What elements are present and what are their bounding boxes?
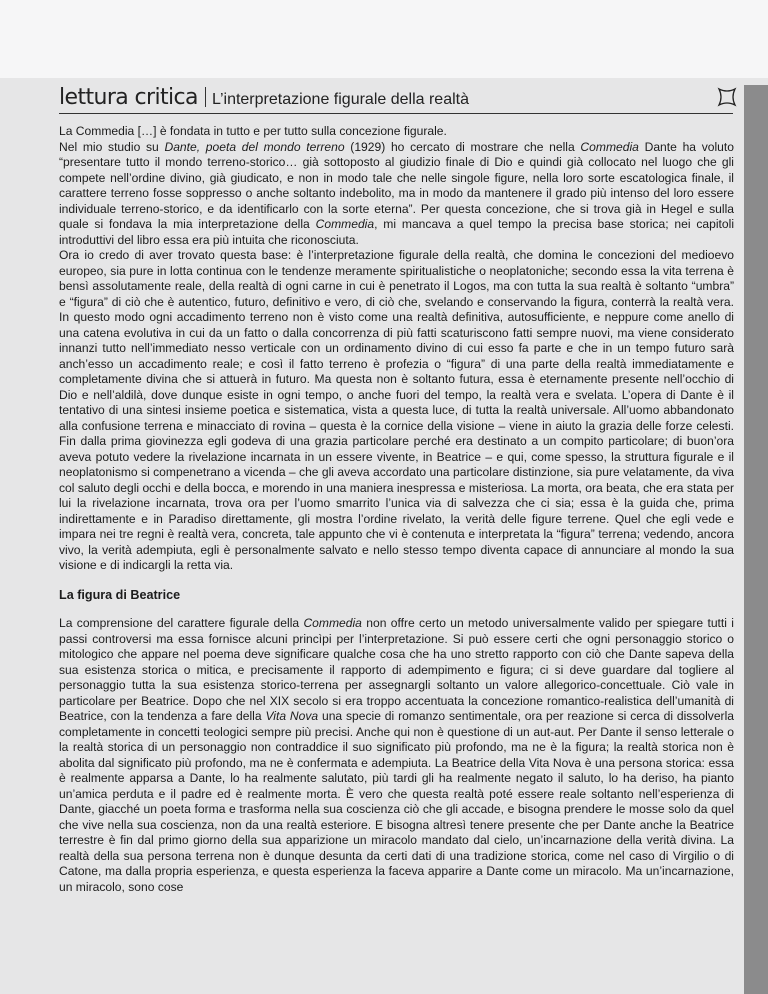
section-heading: La figura di Beatrice [59,587,181,602]
paragraph: La comprensione del carattere figurale della Commedia non offre certo un metodo universalmente valido per spiegare tutti i passi controversi ma essa fornisce alcuni princìpi per l’interpretazione. Si può essere certi che ogni personaggio storico o mitologico che appare nel poema deve significare qualche cosa che ha uno stretto rapporto con ciò che Dante sapeva della sua esistenza storica o mitica, e precisamente il rapporto di adempimento e figura; ci si deve guardare dal togliere al personaggio tutta la sua esistenza storico-terrena per assegnargli soltanto un valore allegorico-concettuale. Ciò vale in particolare per Beatrice. Dopo che nel XIX secolo si era troppo accentuata la concezione romantico-realistica dell’umanità di Beatrice, con la tendenza a fare della Vita Nova una specie di romanzo sentimentale, ora per reazione si cerca di dissolverla completamente in concetti teologici sempre più precisi. Anche qui non è questione di un aut-aut. Per Dante il senso letterale o la realtà storica di un personaggio non contraddice il suo significato più profondo, ma ne è la figura; la realtà storica non è abolita dal significato più profondo, ma ne è confermata e adempiuta. La Beatrice della Vita Nova è una persona storica: essa è realmente apparsa a Dante, lo ha realmente salutato, più tardi gli ha realmente negato il saluto, lo ha deriso, ha pianto un’amica perduta e il padre ed è realmente morta. È vero che questa realtà poté essere reale soltanto nell’esperienza di Dante, giacché un poeta forma e trasforma nella sua coscienza ciò che gli accade, e bisogna prendere le mosse solo da quel che vive nella sua coscienza, non da una realtà esteriore. E bisogna altresì tenere presente che per Dante anche la Beatrice terrestre è fin dal primo giorno della sua apparizione un miracolo mandato dal cielo, un’incarnazione della verità divina. La realtà della sua persona terrena non è dunque desunta da certi dati di una tradizione storica, come nel caso di Virgilio o di Catone, ma dalla propria esperienza, e questa esperienza la faceva apparire a Dante come un miracolo. Ma un’incarnazione, un miracolo, sono cose [59,616,734,894]
header-separator [205,87,206,107]
top-margin [0,0,768,78]
section-header [59,84,469,112]
page-title: L’interpretazione figurale della realtà [211,91,469,108]
paragraph: Ora io credo di aver trovato questa base: è l’interpretazione figurale della realtà, che domina le concezioni del medioevo europeo, sia pure in lotta continua con le tendenze meramente spiritualistiche o neoplatoniche; secondo essa la vita terrena è bensì assolutamente reale, della realtà di ogni carne in cui è penetrato il Logos, ma con tutta la sua realtà è soltanto “umbra” e “figura” di ciò che è autentico, futuro, definitivo e vero, di ciò che, svelando e conservando la figura, conterrà la realtà vera. In questo modo ogni accadimento terreno non è visto come una realtà definitiva, autosufficiente, e neppure come anello di una catena evolutiva in cui da un fatto o dalla concorrenza di più fatti scaturiscono fatti sempre nuovi, ma viene considerato innanzi tutto nell’immediato nesso verticale con un ordinamento divino di cui esso fa parte e che in un tempo futuro sarà anch’esso un accadimento reale; e così il fatto terreno è profezia o “figura” di una parte della realtà immediatamente e completamente divina che si attuerà in futuro. Ma questa non è soltanto futura, essa è eternamente presente nell’occhio di Dio e nell’aldilà, dove dunque esiste in ogni tempo, o anche fuori del tempo, la realtà vera e svelata. L’opera di Dante è il tentativo di una sintesi insieme poetica e sistematica, vista a questa luce, di tutta la realtà universale. All’uomo abbandonato alla confusione terrena e minacciato di rovina – questa è la cornice della visione – viene in aiuto la grazia delle forze celesti. Fin dalla prima giovinezza egli godeva di una grazia particolare perché era destinato a un compito particolare; di buon’ora aveva potuto vedere la rivelazione incarnata in un essere vivente, in Beatrice – e qui, come spesso, la struttura figurale e il neoplatonismo si compenetrano a vicenda – che gli aveva accordato una particolare distinzione, sia pure velatamente, da viva col saluto degli occhi e della bocca, e morendo in una maniera inespressa e misteriosa. La morta, ora beata, che era stata per lui la rivelazione incarnata, trova ora per l’uomo smarrito l’unica via di salvezza che ci sia; essa è la guida che, prima indirettamente e in Paradiso direttamente, gli mostra l’ordine rivelato, la verità delle figure terrene. Quel che egli vede e impara nei tre regni è realtà vera, concreta, tale appunto che vi è contenuta e interpretata la “figura” terrena; vedendo, ancora vivo, la verità adempiuta, egli è personalmente salvato e nello stesso tempo diventa capace di annunciare al mondo la sua visione e di indicargli la retta via. [59,248,734,572]
paragraph: Nel mio studio su Dante, poeta del mondo terreno (1929) ho cercato di mostrare che nella Commedia Dante ha voluto “presentare tutto il mondo terreno-storico… già sottoposto al giudizio finale di Dio e quindi già collocato nel luogo che gli compete nell’ordine divino, già giudicato, e non in modo tale che nelle singole figure, nella loro sorte escatologica finale, il carattere terreno fosse soppresso o anche soltanto indebolito, ma in modo da mantenere il grado più intenso del loro essere individuale terreno-storico, e da identificarlo con la sorte eterna”. Per questa concezione, che si trova già in Hegel e sulla quale si fondava la mia interpretazione della Commedia, mi mancava a quel tempo la precisa base storica; nei capitoli introduttivi del libro essa era più intuita che riconosciuta. [59,139,734,247]
article-body [59,124,734,895]
page-edge-bar [744,85,768,994]
header-rule [59,113,733,114]
paragraph: La Commedia […] è fondata in tutto e per tutto sulla concezione figurale. [59,124,447,138]
rubric-title: lettura critica [59,85,198,110]
rounded-square-icon [716,86,738,108]
